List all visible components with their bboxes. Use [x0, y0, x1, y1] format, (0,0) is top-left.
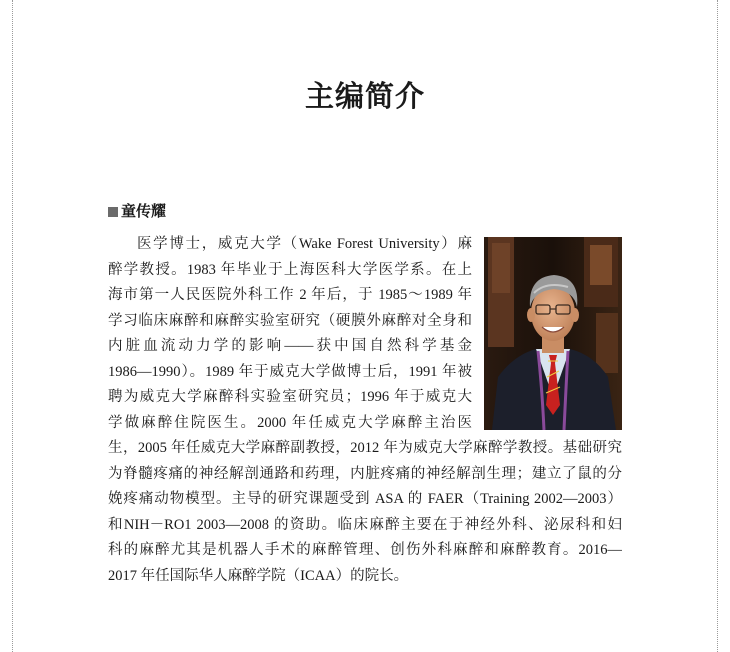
author-heading [108, 202, 166, 222]
page-title: 主编简介 [304, 79, 425, 113]
bio-line: 生，2005 年任威克大学麻醉副教授，2012 年为威克大学麻醉学教授。基础研究 [108, 440, 622, 456]
bio-line: 1986—1990）。1989 年于威克大学做博士后，1991 年被 [108, 363, 472, 380]
bio-line: 学做麻醉住院医生。2000 年任威克大学麻醉主治医 [108, 414, 472, 431]
bio-line: 医学博士，威克大学（Wake Forest University）麻 [137, 236, 472, 252]
bio-line: 为脊髓疼痛的神经解剖通路和药理，内脏疼痛的神经解剖生理；建立了鼠的分 [108, 465, 622, 482]
bio-line: 聘为威克大学麻醉科实验室研究员；1996 年于威克大 [108, 389, 472, 405]
bio-line: 海市第一人民医院外科工作 2 年后，于 1985～1989 年 [108, 287, 472, 303]
bio-line: 2017 年任国际华人麻醉学院（ICAA）的院长。 [108, 567, 409, 584]
bio-line: 和NIH－RO1 2003—2008 的资助。临床麻醉主要在于神经外科、泌尿科和妇 [108, 516, 622, 533]
bio-line: 醉学教授。1983 年毕业于上海医科大学医学系。在上 [108, 261, 472, 278]
bio-line: 娩疼痛动物模型。主导的研究课题受到 ASA 的 FAER（Training 2002—2003） [108, 491, 622, 507]
bio-line: 内脏血流动力学的影响——获中国自然科学基金 [108, 338, 472, 354]
author-photo [484, 237, 622, 430]
bio-line: 学习临床麻醉和麻醉实验室研究（硬膜外麻醉对全身和 [108, 312, 472, 329]
bio-line: 科的麻醉尤其是机器人手术的麻醉管理、创伤外科麻醉和麻醉教育。2016— [108, 542, 622, 558]
author-name: 童传耀 [121, 204, 167, 220]
heading-bullet [108, 207, 118, 217]
